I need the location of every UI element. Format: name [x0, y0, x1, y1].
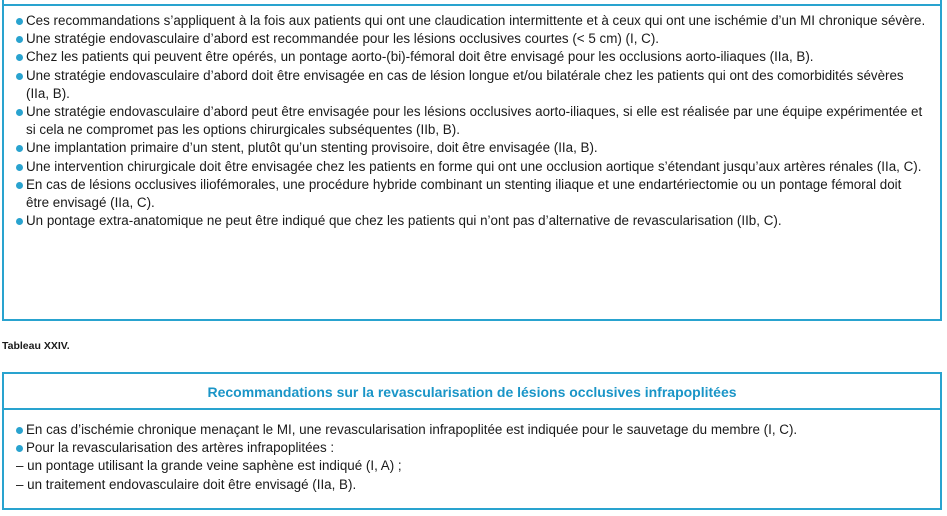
table-title: Recommandations sur la revascularisation de lésions occlusives infrapoplitées [207, 384, 737, 400]
list-item: En cas d’ischémie chronique menaçant le MI, une revascularisation infrapoplitée est indiquée pour le sauvetage du membre (I, C). [16, 421, 926, 439]
list-item: – un traitement endovasculaire doit être envisagé (IIa, B). [16, 476, 357, 492]
recommendations-table-aorto-iliac [2, 0, 942, 321]
list-item: Une stratégie endovasculaire d’abord peut être envisagée pour les lésions occlusives aorto-iliaques, si elle est réalisée par une équipe expérimentée et si cela ne compromet pas les options chirurgicales subséquentes (IIb, B). [16, 103, 926, 139]
recommendations-table-infrapopliteal [2, 372, 942, 510]
list-item: Une stratégie endovasculaire d’abord est recommandée pour les lésions occlusives courtes (< 5 cm) (I, C). [16, 30, 926, 48]
list-item: Un pontage extra-anatomique ne peut être indiqué que chez les patients qui n’ont pas d’alternative de revascularisation (IIb, C). [16, 212, 926, 230]
list-item: Une stratégie endovasculaire d’abord doit être envisagée en cas de lésion longue et/ou bilatérale chez les patients qui ont des comorbidités sévères (IIa, B). [16, 67, 926, 103]
list-item: Ces recommandations s’appliquent à la fois aux patients qui ont une claudication intermittente et à ceux qui ont une ischémie d’un MI chronique sévère. [16, 12, 926, 30]
recommendation-list [4, 410, 940, 494]
recommendation-list [4, 6, 940, 230]
list-item: En cas de lésions occlusives iliofémorales, une procédure hybride combinant un stenting iliaque et une endartériectomie ou un pontage fémoral doit être envisagé (IIa, C). [16, 176, 926, 212]
table-caption: Tableau XXIV. [2, 340, 70, 352]
list-item: Une implantation primaire d’un stent, plutôt qu’un stenting provisoire, doit être envisagée (IIa, B). [16, 139, 926, 157]
list-item: Pour la revascularisation des artères infrapoplitées : [16, 439, 926, 457]
list-item: Une intervention chirurgicale doit être envisagée chez les patients en forme qui ont une occlusion aortique s’étendant jusqu’aux artères rénales (IIa, C). [16, 158, 926, 176]
list-item: – un pontage utilisant la grande veine saphène est indiqué (I, A) ; [16, 458, 402, 474]
list-item: Chez les patients qui peuvent être opérés, un pontage aorto-(bi)-fémoral doit être envisagé pour les occlusions aorto-iliaques (IIa, B). [16, 48, 926, 66]
